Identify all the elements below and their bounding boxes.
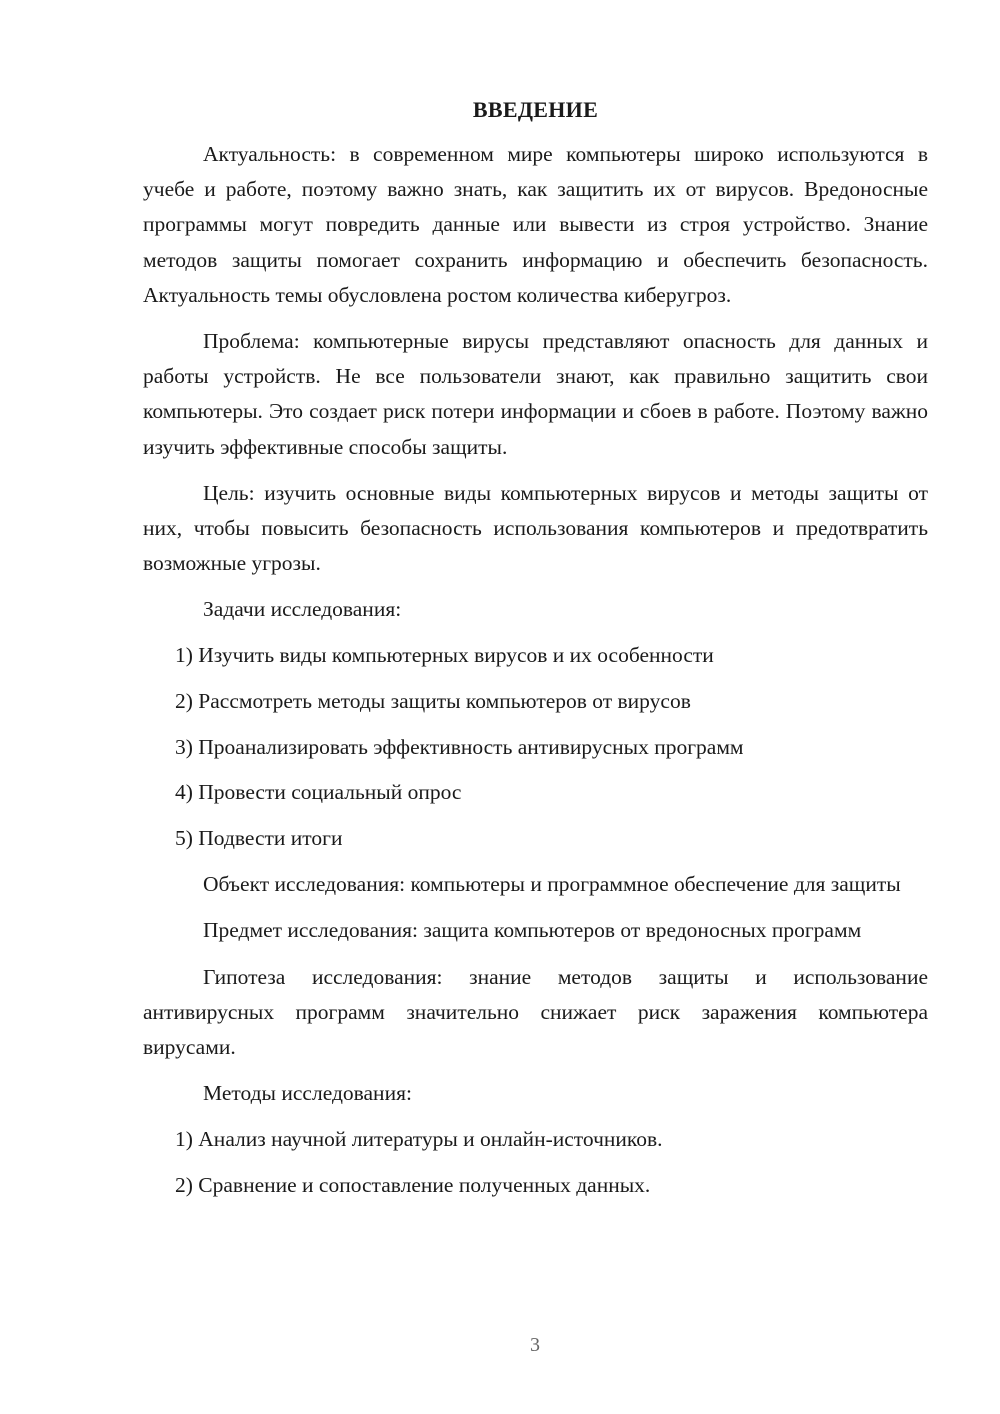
goal-paragraph: Цель: изучить основные виды компьютерных вирусов и методы защиты от них, чтобы повысить безопасность использования компьютеров и предотвратить возможные угрозы. — [143, 480, 928, 576]
list-item: 5) Подвести итоги — [175, 825, 343, 850]
list-item: 1) Анализ научной литературы и онлайн-источников. — [175, 1126, 663, 1151]
hypothesis-paragraph: Гипотеза исследования: знание методов защиты и использование антивирусных программ значительно снижает риск заражения компьютера вирусами. — [143, 964, 928, 1059]
list-item: 2) Сравнение и сопоставление полученных данных. — [175, 1172, 651, 1197]
tasks-list — [143, 638, 928, 856]
object-paragraph: Объект исследования: компьютеры и программное обеспечение для защиты — [203, 872, 901, 897]
list-item: 1) Изучить виды компьютерных вирусов и их особенности — [175, 643, 714, 668]
methods-heading: Методы исследования: — [203, 1081, 412, 1106]
tasks-heading: Задачи исследования: — [203, 597, 402, 622]
page-number: 3 — [530, 1334, 540, 1356]
list-item: 4) Провести социальный опрос — [175, 780, 462, 805]
subject-paragraph: Предмет исследования: защита компьютеров от вредоносных программ — [203, 918, 862, 943]
list-item: 3) Проанализировать эффективность антивирусных программ — [175, 734, 744, 759]
methods-list — [143, 1122, 928, 1203]
problem-paragraph: Проблема: компьютерные вирусы представляют опасность для данных и работы устройств. Не все пользователи знают, как правильно защитить свои компьютеры. Это создает риск потери информации и сбоев в работе. Поэтому важно изучить эффективные способы защиты. — [143, 329, 928, 459]
relevance-paragraph: Актуальность: в современном мире компьютеры широко используются в учебе и работе, поэтому важно знать, как защитить их от вирусов. Вредоносные программы могут повредить данные или вывести из строя устройство. Знание методов защиты помогает сохранить информацию и обеспечить безопасность. Актуальность темы обусловлена ростом количества киберугроз. — [143, 142, 928, 307]
page-content — [143, 95, 928, 1203]
page-title: ВВЕДЕНИЕ — [472, 97, 599, 122]
list-item: 2) Рассмотреть методы защиты компьютеров от вирусов — [175, 688, 691, 713]
